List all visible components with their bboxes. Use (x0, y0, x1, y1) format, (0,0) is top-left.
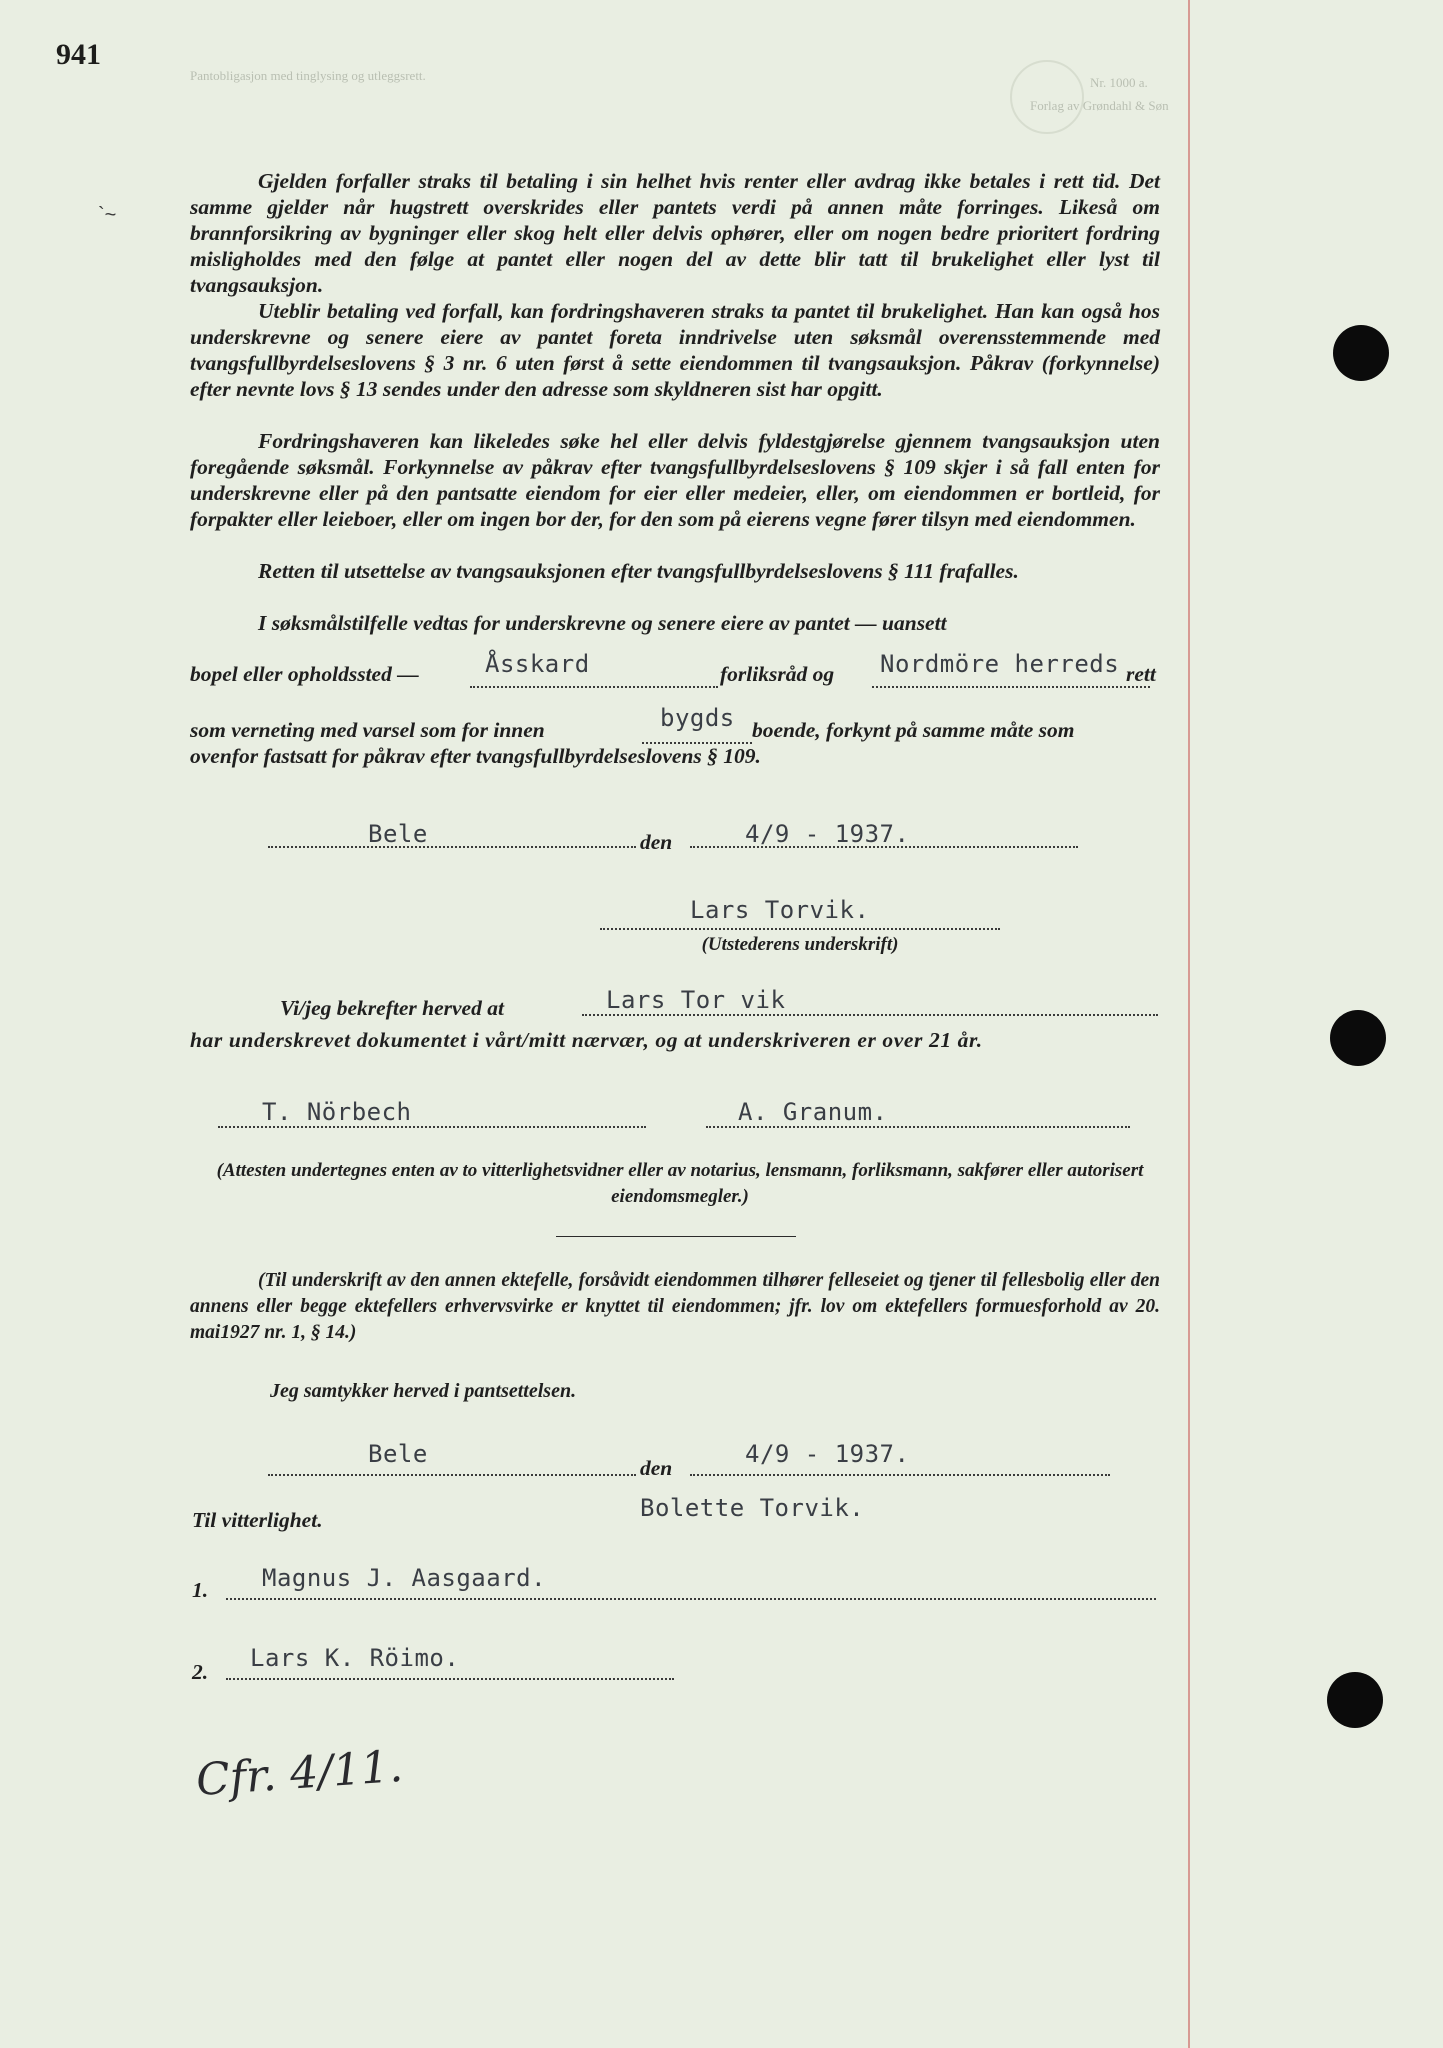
issuer-signature-line (600, 928, 1000, 930)
verneting-suffix: boende, forkynt på samme måte som (752, 718, 1075, 742)
spouse-den-label: den (640, 1456, 673, 1480)
punch-hole-top (1333, 325, 1389, 381)
spouse-signature: Bolette Torvik. (640, 1494, 865, 1522)
paragraph-1: Gjelden forfaller straks til betaling i sin helhet hvis renter eller avdrag ikke betales i rett tid. Det samme gjelder når hugstrett overskrides eller pantets verdi på annen måte forringes. Likeså om brannforsikring av bygninger eller skog helt eller delvis ophører, eller om nogen bedre prioritert fordring misligholdes med den følge at pantet eller nogen del av dette blir tatt til brukelighet eller lyst til tvangsauksjon. (190, 169, 1160, 297)
issuer-signature: Lars Torvik. (690, 896, 870, 924)
page-number: 941 (56, 38, 101, 71)
witness-2-name: Lars K. Röimo. (250, 1644, 460, 1672)
verneting-prefix: som verneting med varsel som for innen (190, 718, 545, 742)
paragraph-5: I søksmålstilfelle vedtas for underskrevne og senere eiere av pantet — uansett (258, 611, 947, 635)
issuer-place-line (268, 846, 636, 848)
issuer-den-label: den (640, 830, 673, 854)
witness-1-number: 1. (192, 1578, 209, 1602)
punch-hole-middle (1330, 1010, 1386, 1066)
margin-tick-mark: `~ (98, 204, 117, 226)
paragraph-2: Uteblir betaling ved forfall, kan fordringshaveren straks ta pantet til brukelighet. Han kan også hos underskrevne og senere eiere av pantet foreta inndrivelse uten søksmål overensstemmende med tvangsfullbyrdelseslovens § 3 nr. 6 uten først å sette eiendommen til tvangsauksjon. Påkrav (forkynnelse) efter nevnte lovs § 13 sendes under den adresse som skyldneren sist har opgitt. (190, 299, 1160, 401)
verneting-value: bygds (660, 704, 735, 732)
verneting-line-2: ovenfor fastsatt for påkrav efter tvangsfullbyrdelseslovens § 109. (190, 744, 761, 768)
faint-header-right-2: Forlag av Grøndahl & Søn (1030, 98, 1169, 113)
witness-1-line (226, 1598, 1156, 1600)
section-divider (556, 1236, 796, 1237)
paragraph-4: Retten til utsettelse av tvangsauksjonen efter tvangsfullbyrdelseslovens § 111 frafalles. (258, 559, 1019, 583)
herred-field-line (872, 686, 1150, 688)
witness-2-line (226, 1678, 674, 1680)
handwritten-note: Cfr. 4/11. (194, 1740, 405, 1807)
herred-value: Nordmöre herreds (880, 650, 1120, 678)
issuer-date: 4/9 - 1937. (745, 820, 910, 848)
forliksrad-field-line (470, 686, 718, 688)
venue-prefix: bopel eller opholdssted — (190, 662, 419, 686)
issuer-signature-caption: (Utstederens underskrift) (701, 934, 899, 955)
spouse-consent: Jeg samtykker herved i pantsettelsen. (270, 1380, 577, 1402)
paragraph-3: Fordringshaveren kan likeledes søke hel eller delvis fyldestgjørelse gjennem tvangsauksjon uten foregående søksmål. Forkynnelse av påkrav efter tvangsfullbyrdelseslovens § 109 skjer i så fall enten for underskrevne eller på den pantsatte eiendom for eier eller medeier, eller, om eiendommen er bortleid, for forpakter eller leieboer, eller om ingen bor der, for den som på eierens vegne fører tilsyn med eiendommen. (190, 429, 1160, 531)
forliksrad-label: forliksråd og (720, 662, 835, 686)
forliksrad-value: Åsskard (485, 650, 590, 678)
witness-1-name: Magnus J. Aasgaard. (262, 1564, 547, 1592)
spouse-place: Bele (368, 1440, 428, 1468)
punch-hole-bottom (1327, 1672, 1383, 1728)
issuer-place: Bele (368, 820, 428, 848)
faint-header-left: Pantobligasjon med tinglysing og utleggsrett. (190, 68, 426, 83)
rett-label: rett (1126, 662, 1156, 686)
faint-stamp-circle (1010, 60, 1084, 134)
margin-line (1188, 0, 1190, 2048)
attest-note: (Attesten undertegnes enten av to vitterlighetsvidner eller av notarius, lensmann, forliksmann, sakfører eller autorisert eiendomsmegler.) (216, 1160, 1144, 1207)
attest-name-line (582, 1014, 1158, 1016)
attest-witness-2-line (706, 1126, 1130, 1128)
spouse-date-line (690, 1474, 1110, 1476)
spouse-note: (Til underskrift av den annen ektefelle, forsåvidt eiendommen tilhører felleseiet og tjener til fellesbolig eller den annens eller begge ektefellers erhvervsvirke er knyttet til eiendommen; jfr. lov om ektefellers formuesforhold av 20. mai1927 nr. 1, § 14.) (190, 1270, 1160, 1343)
spouse-place-line (268, 1474, 636, 1476)
attest-witness-1: T. Nörbech (262, 1098, 412, 1126)
attest-confirm-prefix: Vi/jeg bekrefter herved at (280, 996, 504, 1020)
attest-confirm-line-2: har underskrevet dokumentet i vårt/mitt nærvær, og at underskriveren er over 21 år. (190, 1028, 983, 1052)
attest-witness-2: A. Granum. (738, 1098, 888, 1126)
attest-witness-1-line (218, 1126, 646, 1128)
spouse-date: 4/9 - 1937. (745, 1440, 910, 1468)
attest-name: Lars Tor vik (606, 986, 786, 1014)
witness-label: Til vitterlighet. (192, 1508, 323, 1532)
faint-header-right: Nr. 1000 a. (1090, 75, 1148, 90)
witness-2-number: 2. (192, 1660, 209, 1684)
